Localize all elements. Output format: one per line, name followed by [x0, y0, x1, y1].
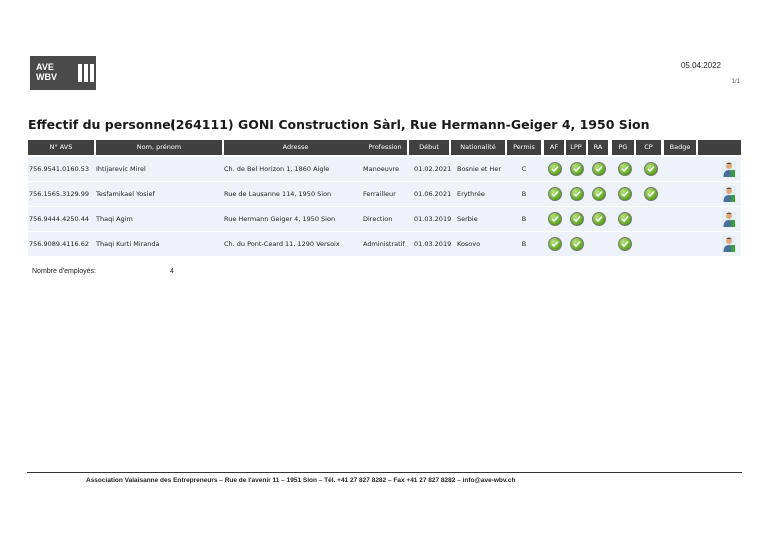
person-icon[interactable] [722, 211, 736, 227]
cell-start: 01.06.2021 [414, 190, 452, 198]
header-permit: Permis [507, 140, 541, 155]
check-circle-icon [644, 162, 658, 176]
header-cp: CP [636, 140, 661, 155]
header-profession: Profession [363, 140, 407, 155]
person-icon[interactable] [722, 161, 736, 177]
cell-address: Rue de Lausanne 114, 1950 Sion [224, 190, 332, 198]
cell-permit: B [521, 215, 527, 223]
header-address: Adresse [224, 140, 367, 155]
header-nationality: Nationalité [451, 140, 505, 155]
report-date: 05.04.2022 [680, 61, 721, 70]
header-pg: PG [612, 140, 634, 155]
logo-line2: WBV [36, 72, 57, 82]
cell-avs: 756.9541.0160.53 [29, 165, 89, 173]
cell-permit: B [521, 240, 527, 248]
table-row[interactable] [28, 232, 741, 256]
header-badge: Badge [664, 140, 696, 155]
check-circle-icon [570, 162, 584, 176]
header-ra: RA [588, 140, 608, 155]
check-circle-icon [618, 187, 632, 201]
cell-profession: Direction [363, 215, 393, 223]
check-circle-icon [618, 162, 632, 176]
cell-nationality: Erythrée [457, 190, 485, 198]
logo-line1: AVE [36, 62, 54, 72]
page-title [28, 117, 650, 132]
table-row[interactable] [28, 182, 741, 206]
cell-name: Thaqi Agim [96, 215, 133, 223]
page-count: 1/1 [731, 79, 740, 85]
cell-permit: C [521, 165, 527, 173]
check-circle-icon [618, 237, 632, 251]
check-circle-icon [570, 212, 584, 226]
check-circle-icon [548, 162, 562, 176]
table-row[interactable] [28, 157, 741, 181]
cell-address: Ch. de Bel Horizon 1, 1860 Aigle [224, 165, 330, 173]
cell-profession: Administratif [363, 240, 405, 248]
ave-wbv-logo [30, 56, 96, 90]
cell-address: Ch. du Pont-Ceard 11, 1290 Versoix [224, 240, 340, 248]
cell-start: 01.03.2019 [414, 215, 452, 223]
cell-name: Thaqi Kurti Miranda [96, 240, 160, 248]
footer-divider [27, 472, 742, 473]
cell-start: 01.03.2019 [414, 240, 452, 248]
check-circle-icon [644, 187, 658, 201]
header-start: Début [409, 140, 449, 155]
check-circle-icon [618, 212, 632, 226]
cell-name: Tesfamikael Yosief [96, 190, 155, 198]
header-af: AF [544, 140, 564, 155]
person-icon[interactable] [722, 186, 736, 202]
check-circle-icon [548, 237, 562, 251]
employee-count-label: Nombre d'employés: [32, 268, 96, 275]
check-circle-icon [592, 187, 606, 201]
header-lpp: LPP [566, 140, 586, 155]
company-title: (264111) GONI Construction Sàrl, Rue Hermann-Geiger 4, 1950 Sion [170, 117, 650, 132]
cell-avs: 756.9444.4250.44 [29, 215, 89, 223]
footer-text: Association Valaisanne des Entrepreneurs – Rue de l'avenir 11 – 1951 Sion – Tél. +41 27 827 8282 – Fax +41 27 827 8282 – info@ave-wbv.ch [86, 477, 516, 484]
table-row[interactable] [28, 207, 741, 231]
check-circle-icon [570, 237, 584, 251]
check-circle-icon [548, 212, 562, 226]
title-text: Effectif du personnel [28, 117, 175, 132]
cell-address: Rue Hermann Geiger 4, 1950 Sion [224, 215, 336, 223]
cell-profession: Manoeuvre [363, 165, 400, 173]
header-avs: N° AVS [28, 140, 94, 155]
check-circle-icon [592, 212, 606, 226]
header-blank [698, 140, 741, 155]
check-circle-icon [592, 162, 606, 176]
check-circle-icon [548, 187, 562, 201]
cell-avs: 756.9089.4116.62 [29, 240, 89, 248]
cell-permit: B [521, 190, 527, 198]
cell-start: 01.02.2021 [414, 165, 452, 173]
cell-avs: 756.1565.3129.99 [29, 190, 89, 198]
cell-nationality: Serbie [457, 215, 478, 223]
cell-nationality: Kosovo [457, 240, 481, 248]
cell-profession: Ferrailleur [363, 190, 396, 198]
employee-count-value: 4 [170, 268, 174, 275]
header-name: Nom, prénom [96, 140, 222, 155]
cell-name: Ihtijarevic Mirel [96, 165, 146, 173]
person-icon[interactable] [722, 236, 736, 252]
check-circle-icon [570, 187, 584, 201]
cell-nationality: Bosnie et Her [457, 165, 501, 173]
